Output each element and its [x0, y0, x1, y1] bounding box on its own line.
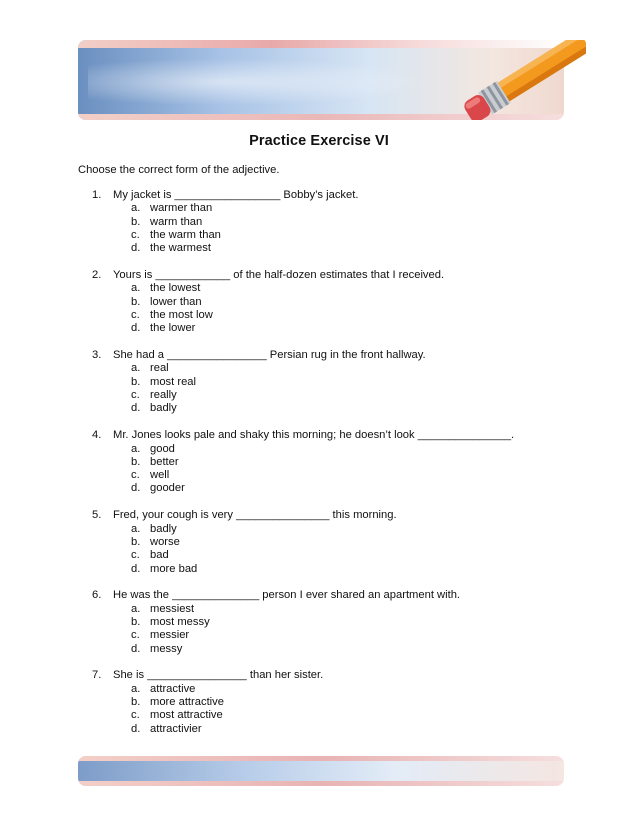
option-letter: a.: [131, 682, 141, 695]
option-text: the most low: [150, 308, 213, 321]
pencil-icon: [456, 40, 586, 120]
question-text: Fred, your cough is very _______________ this morning.: [113, 509, 397, 522]
option-text: most messy: [150, 615, 210, 628]
option-text: lower than: [150, 295, 202, 308]
answer-option: [92, 229, 572, 242]
answer-option: [92, 603, 572, 616]
option-text: warmer than: [150, 202, 213, 215]
option-letter: b.: [131, 215, 141, 228]
question-line: [92, 189, 572, 202]
answer-option: [92, 563, 572, 576]
answer-option: [92, 536, 572, 549]
option-letter: b.: [131, 455, 141, 468]
answer-option: [92, 549, 572, 562]
answer-option: [92, 709, 572, 722]
option-letter: d.: [131, 722, 141, 735]
option-letter: b.: [131, 696, 141, 709]
question-list: [92, 189, 572, 750]
question-text: My jacket is _________________ Bobby’s jacket.: [113, 189, 359, 201]
option-text: more attractive: [150, 696, 224, 709]
question-item: [92, 189, 572, 255]
question-number: 6.: [92, 589, 102, 602]
option-text: well: [150, 469, 170, 482]
option-text: really: [150, 389, 177, 402]
option-text: attractive: [150, 682, 196, 695]
option-letter: d.: [131, 642, 141, 655]
option-letter: b.: [131, 375, 141, 388]
question-text: She is ________________ than her sister.: [113, 669, 324, 682]
answer-option: [92, 242, 572, 255]
answer-option: [92, 296, 572, 309]
question-number: 4.: [92, 429, 102, 442]
header-haze: [88, 58, 428, 106]
question-text: Yours is ____________ of the half-dozen estimates that I received.: [113, 269, 445, 282]
option-text: real: [150, 362, 169, 375]
option-text: most attractive: [150, 709, 223, 722]
answer-option: [92, 216, 572, 229]
answer-option: [92, 362, 572, 375]
option-text: warm than: [150, 215, 203, 228]
option-letter: d.: [131, 402, 141, 415]
option-text: badly: [150, 522, 177, 535]
option-letter: c.: [131, 389, 140, 402]
option-text: the lowest: [150, 282, 201, 295]
option-letter: a.: [131, 282, 141, 295]
option-letter: c.: [131, 469, 140, 482]
footer-banner: [78, 756, 564, 786]
option-letter: a.: [131, 362, 141, 375]
question-line: [92, 429, 572, 442]
option-letter: b.: [131, 535, 141, 548]
option-letter: a.: [131, 442, 141, 455]
answer-option: [92, 402, 572, 415]
option-letter: d.: [131, 322, 141, 335]
footer-top-stripe: [78, 756, 564, 761]
question-item: [92, 349, 572, 415]
option-text: attractivier: [150, 722, 202, 735]
answer-option: [92, 202, 572, 215]
answer-option: [92, 629, 572, 642]
question-number: 1.: [92, 189, 102, 201]
question-item: [92, 669, 572, 735]
option-text: bad: [150, 549, 169, 562]
answer-option: [92, 643, 572, 656]
question-item: [92, 429, 572, 495]
question-line: [92, 349, 572, 362]
question-item: [92, 269, 572, 335]
option-letter: c.: [131, 549, 140, 562]
footer-bottom-stripe: [78, 781, 564, 786]
option-text: the lower: [150, 322, 196, 335]
answer-option: [92, 282, 572, 295]
option-letter: c.: [131, 629, 140, 642]
question-line: [92, 669, 572, 682]
answer-option: [92, 523, 572, 536]
answer-option: [92, 683, 572, 696]
answer-option: [92, 482, 572, 495]
option-text: messier: [150, 629, 190, 642]
answer-option: [92, 376, 572, 389]
option-letter: d.: [131, 242, 141, 255]
page-title: Practice Exercise VI: [249, 133, 389, 149]
answer-option: [92, 456, 572, 469]
option-letter: c.: [131, 228, 140, 241]
answer-option: [92, 469, 572, 482]
option-letter: a.: [131, 522, 141, 535]
question-line: [92, 509, 572, 522]
answer-option: [92, 723, 572, 736]
question-number: 7.: [92, 669, 102, 682]
question-text: She had a ________________ Persian rug in the front hallway.: [113, 349, 426, 362]
option-text: more bad: [150, 562, 198, 575]
option-letter: a.: [131, 602, 141, 615]
question-line: [92, 269, 572, 282]
option-text: better: [150, 455, 179, 468]
answer-option: [92, 616, 572, 629]
option-text: messy: [150, 642, 183, 655]
option-text: most real: [150, 375, 197, 388]
option-text: gooder: [150, 482, 185, 495]
option-text: good: [150, 442, 175, 455]
question-number: 2.: [92, 269, 102, 282]
option-letter: c.: [131, 709, 140, 722]
question-item: [92, 589, 572, 655]
answer-option: [92, 389, 572, 402]
question-item: [92, 509, 572, 575]
question-number: 5.: [92, 509, 102, 522]
option-text: the warm than: [150, 228, 221, 241]
answer-option: [92, 443, 572, 456]
answer-option: [92, 322, 572, 335]
option-letter: a.: [131, 202, 141, 215]
option-text: badly: [150, 402, 177, 415]
option-letter: b.: [131, 295, 141, 308]
answer-option: [92, 696, 572, 709]
option-text: the warmest: [150, 242, 211, 255]
option-text: messiest: [150, 602, 195, 615]
question-text: He was the ______________ person I ever shared an apartment with.: [113, 589, 461, 602]
question-line: [92, 589, 572, 602]
option-letter: d.: [131, 482, 141, 495]
question-number: 3.: [92, 349, 102, 362]
option-letter: d.: [131, 562, 141, 575]
answer-option: [92, 309, 572, 322]
instructions: Choose the correct form of the adjective.: [78, 164, 280, 176]
option-letter: c.: [131, 308, 140, 321]
option-letter: b.: [131, 615, 141, 628]
option-text: worse: [150, 535, 180, 548]
question-text: Mr. Jones looks pale and shaky this morning; he doesn’t look _______________.: [113, 429, 515, 442]
